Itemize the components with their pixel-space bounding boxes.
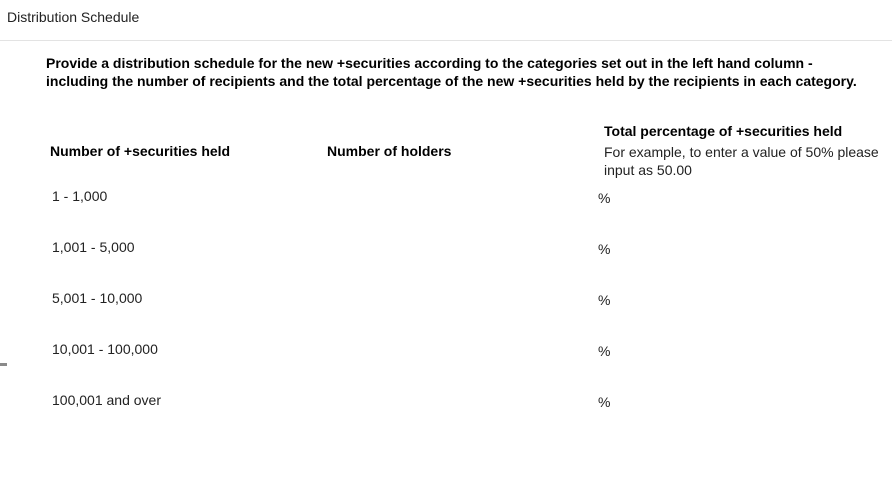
number-of-holders-field[interactable] [327,337,527,361]
table-row [0,290,892,330]
percent-suffix: % [598,343,611,359]
range-label: 1,001 - 5,000 [52,239,135,255]
number-of-holders-field[interactable] [327,235,527,259]
table-row [0,341,892,381]
column-header-securities-held: Number of +securities held [50,143,231,159]
percent-suffix: % [598,241,611,257]
number-of-holders-field[interactable] [327,184,527,208]
range-label: 5,001 - 10,000 [52,290,143,306]
percent-suffix: % [598,394,611,410]
table-row [0,392,892,432]
range-label: 10,001 - 100,000 [52,341,158,357]
number-of-holders-field[interactable] [327,286,527,310]
percent-suffix: % [598,292,611,308]
section-header [0,0,892,41]
range-label: 1 - 1,000 [52,188,108,204]
column-header-number-of-holders: Number of holders [327,143,452,159]
instructions-text: Provide a distribution schedule for the new +securities according to the categories set out in the left hand column - including the number of recipients and the total percentage of the new +securities held by the recipients in each category. [46,55,857,89]
number-of-holders-field[interactable] [327,388,527,412]
percent-suffix: % [598,190,611,206]
range-label: 100,001 and over [52,392,161,408]
percentage-help-text: For example, to enter a value of 50% please input as 50.00 [604,144,879,178]
table-row [0,239,892,279]
column-header-total-percentage: Total percentage of +securities held [604,123,843,139]
table-row [0,188,892,228]
section-title: Distribution Schedule [7,9,140,25]
